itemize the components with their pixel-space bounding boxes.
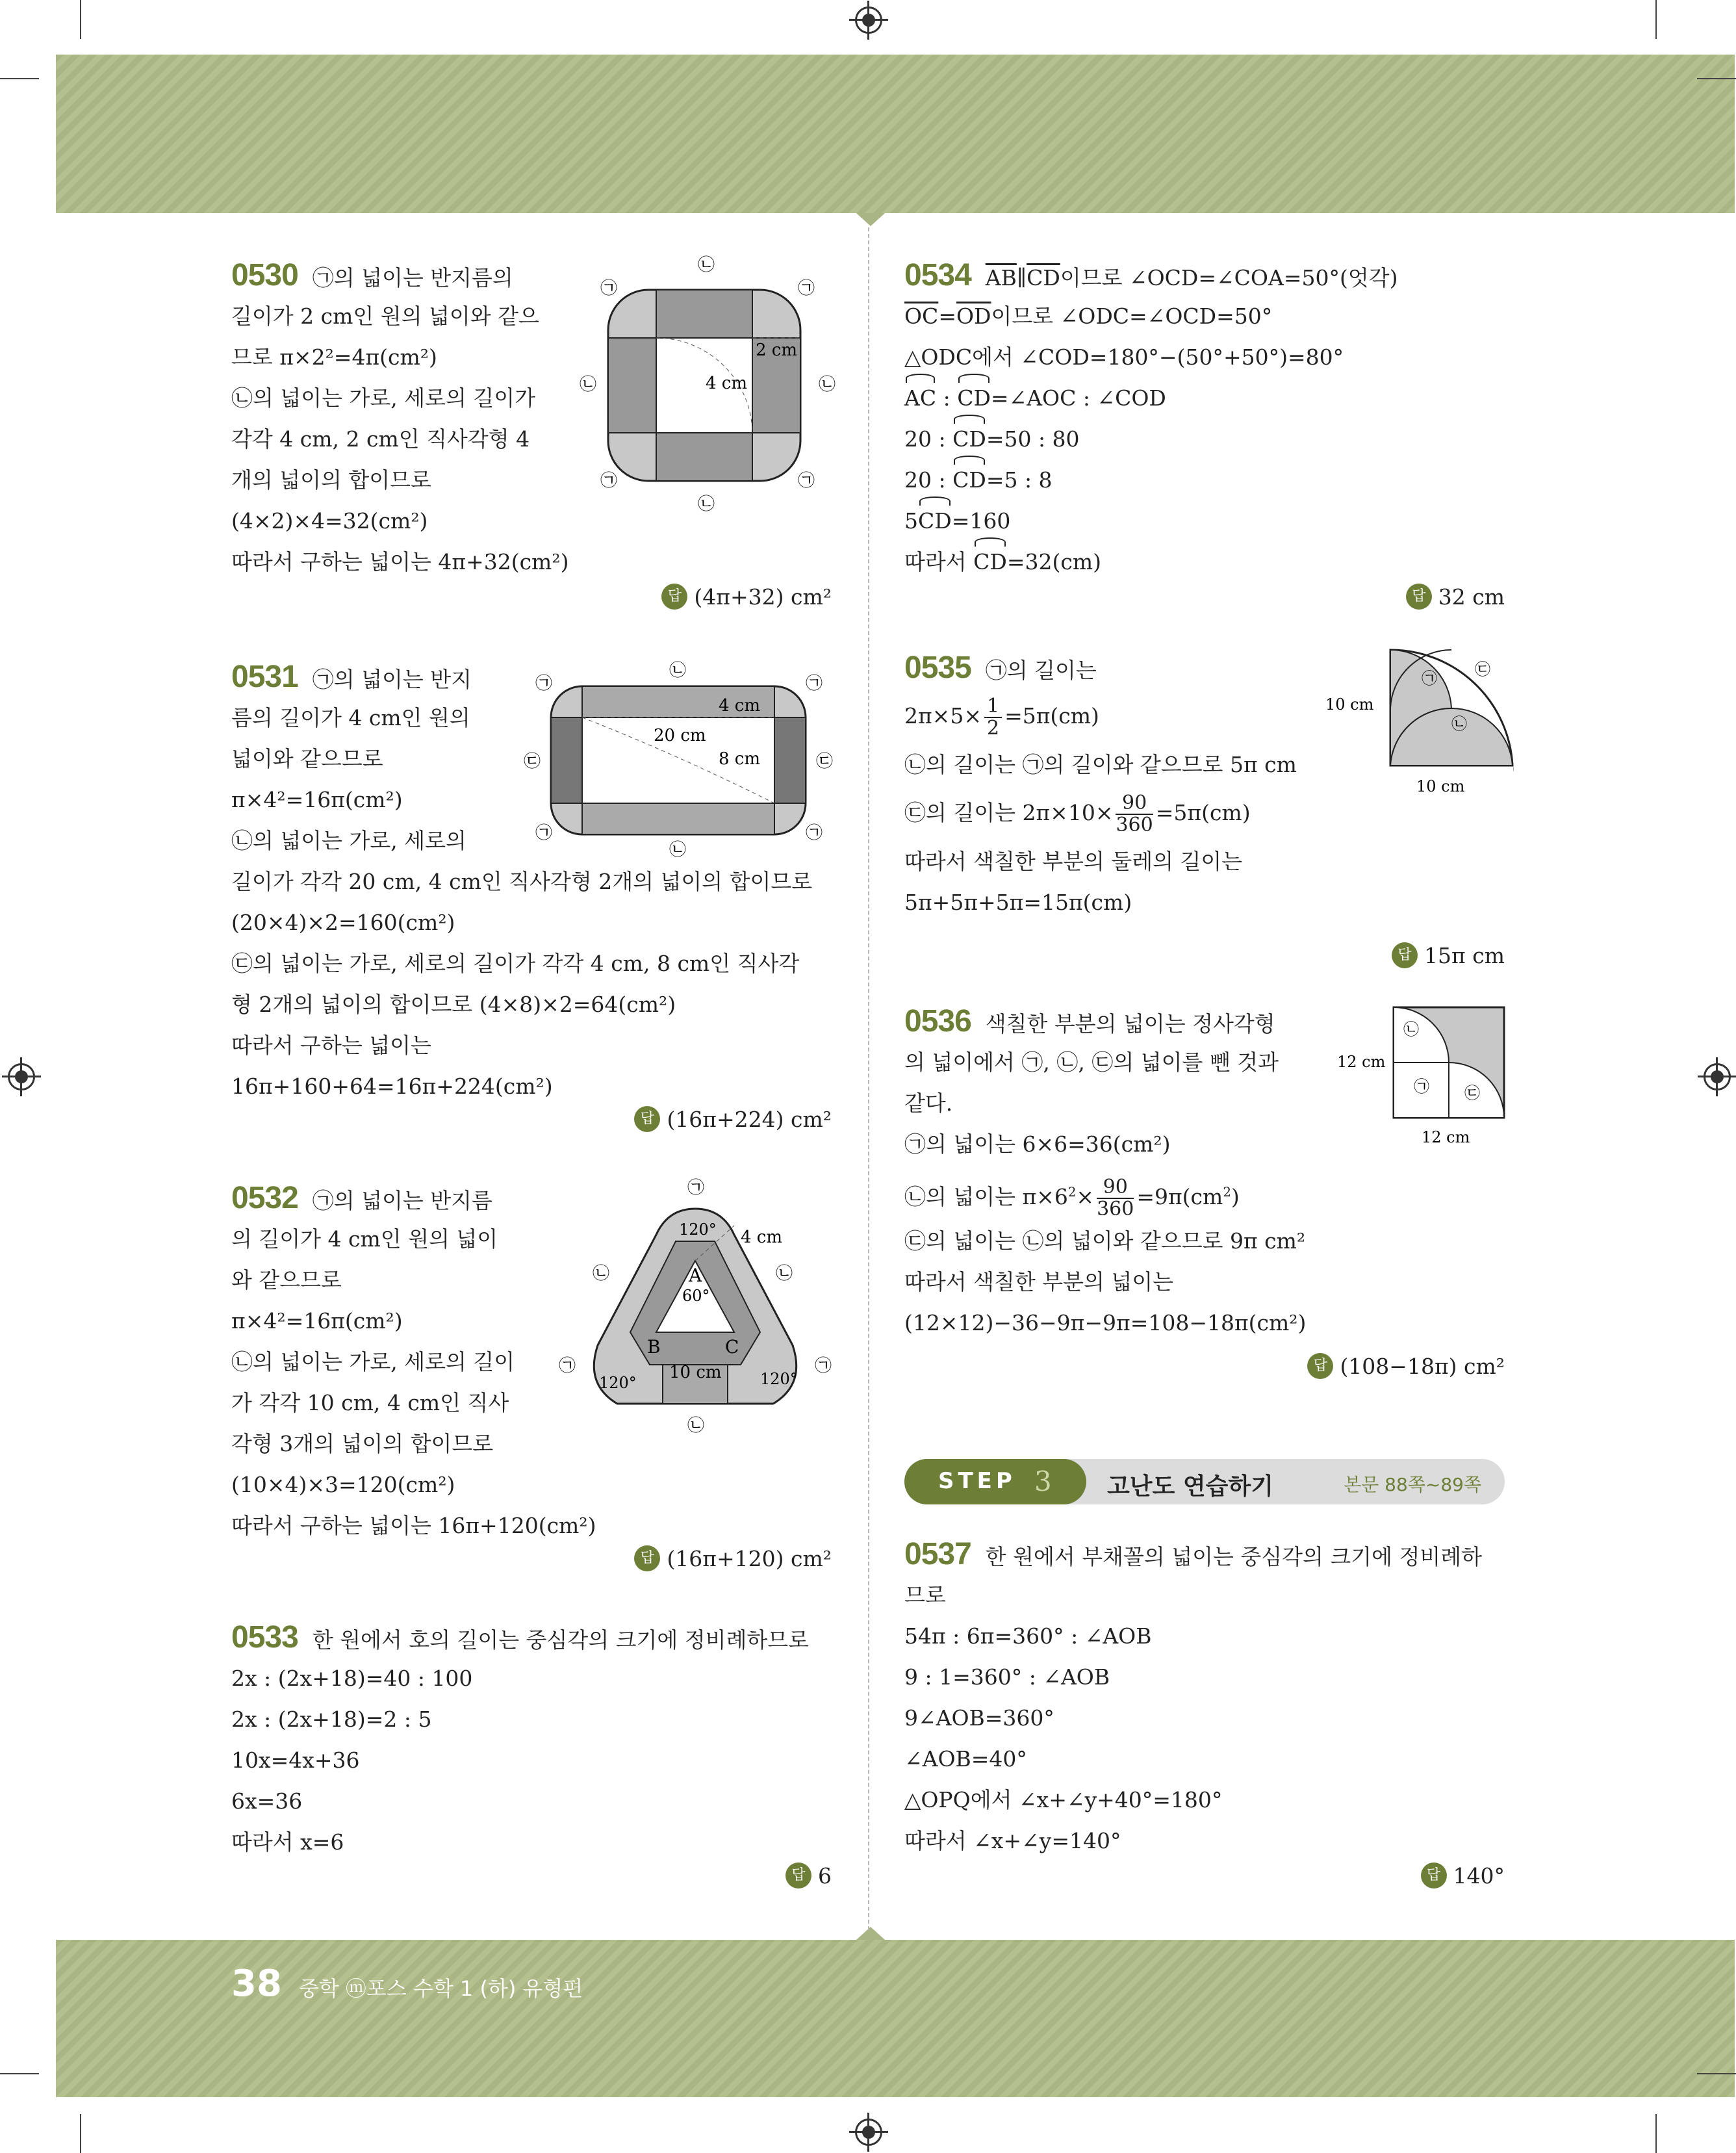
step-banner: STEP 3 고난도 연습하기 본문 88쪽~89쪽 bbox=[904, 1459, 1505, 1504]
crop-mark bbox=[1697, 78, 1736, 79]
svg-text:㉡: ㉡ bbox=[698, 495, 715, 513]
crop-mark bbox=[0, 2073, 39, 2074]
figure-0530 bbox=[572, 253, 845, 513]
svg-text:120°: 120° bbox=[760, 1370, 798, 1388]
problem-number: 0537 bbox=[904, 1537, 971, 1571]
figure-0536 bbox=[1332, 994, 1514, 1150]
problem-0534: 0534 $\overline{AB}\parallel\overline{CD}$이므로 ∠OCD=∠COA=50°(엇각) $\overline{OC}=\overline{OD}$이므로 ∠ODC=∠OCD=50° △ODC에서 ∠COD=180°−(50°+50°)=80° AC : CD=∠AOC : ∠COD 20 : CD=50 : 80 20 : CD=5 : 8 5CD=160 따라서 CD=32(cm) bbox=[904, 255, 1398, 582]
figure-0531 bbox=[520, 656, 845, 858]
svg-text:60°: 60° bbox=[682, 1287, 710, 1305]
answer-0533: 답 6 bbox=[785, 1863, 832, 1889]
answer-0534: 답 32 cm bbox=[1406, 584, 1505, 610]
answer-0536: 답 (108−18π) cm² bbox=[1307, 1353, 1505, 1379]
svg-text:㉡: ㉡ bbox=[669, 661, 687, 680]
crop-mark bbox=[1655, 0, 1657, 39]
svg-text:8 cm: 8 cm bbox=[719, 749, 761, 769]
svg-text:㉠: ㉠ bbox=[535, 674, 553, 693]
svg-text:㉠: ㉠ bbox=[798, 279, 815, 298]
svg-text:㉢: ㉢ bbox=[1464, 1084, 1480, 1102]
svg-text:B: B bbox=[647, 1336, 661, 1358]
problem-number: 0535 bbox=[904, 651, 971, 685]
problem-number: 0534 bbox=[904, 258, 971, 292]
svg-text:㉠: ㉠ bbox=[600, 279, 618, 298]
svg-text:㉠: ㉠ bbox=[1414, 1077, 1429, 1096]
svg-text:C: C bbox=[725, 1336, 739, 1358]
svg-text:120°: 120° bbox=[599, 1374, 637, 1392]
svg-text:4 cm: 4 cm bbox=[706, 374, 748, 393]
svg-text:㉡: ㉡ bbox=[593, 1264, 610, 1283]
problem-0530: 0530 ㉠의 넓이는 반지름의 길이가 2 cm인 원의 넓이와 같으 므로 π×2²=4π(cm²) ㉡의 넓이는 가로, 세로의 길이가 각각 4 cm, 2 cm인 직사각형 4 개의 넓이의 합이므로 (4×2)×4=32(cm²) 따라서 구하는 넓이는 4π+32(cm²) bbox=[231, 258, 569, 574]
svg-text:10 cm: 10 cm bbox=[1416, 777, 1465, 795]
column-divider bbox=[868, 227, 869, 1930]
problem-0532: 0532 ㉠의 넓이는 반지름 의 길이가 4 cm인 원의 넓이 와 같으므로 π×4²=16π(cm²) ㉡의 넓이는 가로, 세로의 길이 가 각각 10 cm, 4 cm인 직사 각형 3개의 넓이의 합이므로 (10×4)×3=120(cm²) 따라서 구하는 넓이는 16π+120(cm²) bbox=[231, 1181, 596, 1538]
problem-number: 0536 bbox=[904, 1004, 971, 1038]
svg-text:12 cm: 12 cm bbox=[1422, 1128, 1470, 1146]
problem-0535: 0535 ㉠의 길이는 2π×5× $\frac{1}{2}$ =5π(cm) ㉡의 길이는 ㉠의 길이와 같으므로 5π cm ㉢의 길이는 2π×10× $\frac{90}{360}$ =5π(cm) 따라서 색칠한 부분의 둘레의 길이는 5π+5π+5π=15π(cm) bbox=[904, 651, 1297, 915]
svg-text:20 cm: 20 cm bbox=[654, 726, 706, 745]
registration-mark-icon bbox=[855, 6, 882, 34]
figure-0532 bbox=[546, 1170, 845, 1443]
answer-0532: 답 (16π+120) cm² bbox=[634, 1545, 832, 1571]
svg-text:㉡: ㉡ bbox=[1451, 715, 1467, 733]
problem-0537: 0537 한 원에서 부채꼴의 넓이는 중심각의 크기에 정비례하 므로 54π : 6π=360° : ∠AOB 9 : 1=360° : ∠AOB 9∠AOB=360° ∠AOB=40° △OPQ에서 ∠x+∠y+40°=180° 따라서 ∠x+∠y=140° bbox=[904, 1537, 1483, 1853]
svg-text:㉡: ㉡ bbox=[669, 840, 687, 858]
svg-text:㉡: ㉡ bbox=[776, 1264, 793, 1283]
registration-mark-icon bbox=[855, 2119, 882, 2146]
svg-text:㉡: ㉡ bbox=[819, 375, 836, 394]
problem-0533: 0533 한 원에서 호의 길이는 중심각의 크기에 정비례하므로 2x : (2x+18)=40 : 100 2x : (2x+18)=2 : 5 10x=4x+36 6x=36 따라서 x=6 bbox=[231, 1620, 810, 1855]
problem-0531: 0531 ㉠의 넓이는 반지 름의 길이가 4 cm인 원의 넓이와 같으므로 π×4²=16π(cm²) ㉡의 넓이는 가로, 세로의 길이가 각각 20 cm, 4 cm인 직사각형 2개의 넓이의 합이므로 (20×4)×2=160(cm²) ㉢의 넓이는 가로, 세로의 길이가 각각 4 cm, 8 cm인 직사각 형 2개의 넓이의 합이므로 (4×8)×2=64(cm²) 따라서 구하는 넓이는 16π+160+64=16π+224(cm²) bbox=[231, 660, 813, 1099]
problem-number: 0531 bbox=[231, 660, 298, 694]
answer-0530: 답 (4π+32) cm² bbox=[661, 584, 832, 610]
answer-0535: 답 15π cm bbox=[1392, 942, 1505, 968]
problem-number: 0530 bbox=[231, 258, 298, 292]
svg-text:㉢: ㉢ bbox=[1475, 660, 1490, 678]
svg-text:10 cm: 10 cm bbox=[1325, 695, 1374, 714]
svg-text:㉡: ㉡ bbox=[1403, 1020, 1419, 1038]
problem-number: 0532 bbox=[231, 1181, 298, 1215]
svg-text:4 cm: 4 cm bbox=[741, 1228, 783, 1247]
svg-text:10 cm: 10 cm bbox=[669, 1363, 722, 1382]
crop-mark bbox=[0, 78, 39, 79]
svg-text:㉠: ㉠ bbox=[687, 1178, 705, 1198]
svg-text:㉠: ㉠ bbox=[806, 823, 823, 843]
svg-text:㉠: ㉠ bbox=[806, 674, 823, 693]
problem-0536: 0536 색칠한 부분의 넓이는 정사각형 의 넓이에서 ㉠, ㉡, ㉢의 넓이를 뺀 것과 같다. ㉠의 넓이는 6×6=36(cm²) ㉡의 넓이는 $\pi\times 6^2\times$ $\frac{90}{360}$ $=9\pi(cm^2)$ ㉢의 넓이는 ㉡의 넓이와 같으므로 9π cm² 따라서 색칠한 부분의 넓이는 (12×12)−36−9π−9π=108−18π(cm²) bbox=[904, 1004, 1307, 1335]
step-title: 고난도 연습하기 bbox=[1107, 1473, 1273, 1500]
crop-mark bbox=[80, 0, 81, 39]
svg-text:2 cm: 2 cm bbox=[756, 341, 798, 360]
svg-text:㉠: ㉠ bbox=[1422, 669, 1437, 688]
svg-text:㉠: ㉠ bbox=[600, 471, 618, 491]
svg-text:㉠: ㉠ bbox=[798, 471, 815, 491]
svg-text:A: A bbox=[689, 1265, 702, 1286]
problem-number: 0533 bbox=[231, 1620, 298, 1655]
registration-mark-icon bbox=[1704, 1063, 1731, 1090]
answer-0537: 답 140° bbox=[1421, 1863, 1505, 1889]
crop-mark bbox=[1697, 2073, 1736, 2074]
page-footer bbox=[231, 1963, 583, 2005]
figure-0535 bbox=[1319, 637, 1514, 799]
svg-text:㉡: ㉡ bbox=[687, 1416, 705, 1436]
crop-mark bbox=[80, 2114, 81, 2153]
svg-text:㉢: ㉢ bbox=[524, 752, 541, 771]
svg-text:㉡: ㉡ bbox=[698, 255, 715, 275]
svg-text:㉠: ㉠ bbox=[559, 1356, 576, 1376]
book-title: 중학 ⓜ포스 수학 1 (하) 유형편 bbox=[298, 1976, 583, 2001]
page-number: 38 bbox=[231, 1963, 282, 2005]
footer-notch bbox=[856, 1927, 885, 1940]
header-notch bbox=[856, 213, 885, 226]
svg-text:㉢: ㉢ bbox=[816, 752, 834, 771]
registration-mark-icon bbox=[8, 1063, 35, 1090]
answer-0531: 답 (16π+224) cm² bbox=[634, 1106, 832, 1132]
svg-text:12 cm: 12 cm bbox=[1337, 1053, 1386, 1071]
crop-mark bbox=[1655, 2114, 1657, 2153]
svg-text:4 cm: 4 cm bbox=[719, 696, 761, 716]
svg-text:㉠: ㉠ bbox=[535, 823, 553, 843]
svg-text:120°: 120° bbox=[679, 1220, 717, 1239]
svg-text:㉡: ㉡ bbox=[580, 375, 597, 394]
step-reference: 본문 88쪽~89쪽 bbox=[1344, 1474, 1481, 1495]
svg-text:㉠: ㉠ bbox=[815, 1356, 832, 1376]
header-band bbox=[56, 55, 1735, 213]
